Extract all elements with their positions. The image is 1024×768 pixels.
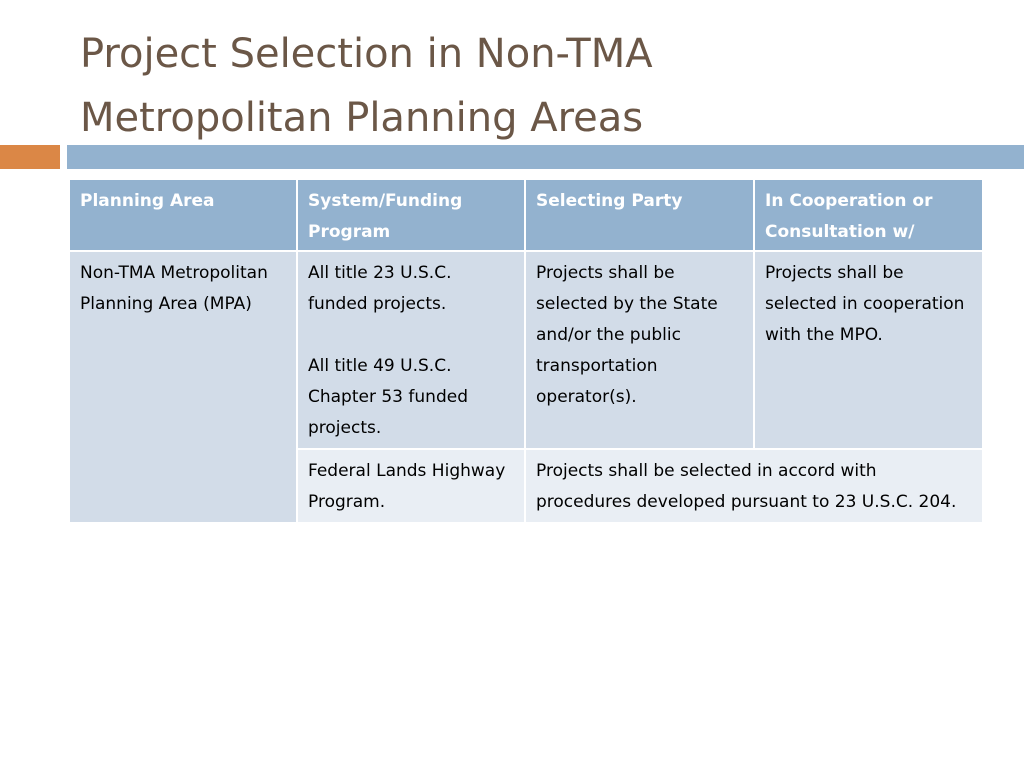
cell-program-federal-lands: Federal Lands Highway Program. [297,449,525,523]
slide-title [80,22,980,150]
title-line-1: Project Selection in Non-TMA [80,31,653,77]
program-title-49: All title 49 U.S.C. Chapter 53 funded projects. [308,356,468,438]
project-selection-table [68,178,984,524]
header-cooperation: In Cooperation or Consultation w/ [754,179,983,251]
accent-bar-blue [67,145,1024,169]
table-header-row [69,179,983,251]
table-row [69,251,983,449]
cell-planning-area: Non-TMA Metropolitan Planning Area (MPA) [69,251,297,523]
cell-cooperation: Projects shall be selected in cooperation with the MPO. [754,251,983,449]
header-selecting-party: Selecting Party [525,179,754,251]
cell-program [297,251,525,449]
accent-bar-orange [0,145,60,169]
cell-selecting-party: Projects shall be selected by the State and/or the public transportation operator(s). [525,251,754,449]
header-planning-area: Planning Area [69,179,297,251]
program-title-23: All title 23 U.S.C. funded projects. [308,263,452,314]
cell-selection-procedures: Projects shall be selected in accord with procedures developed pursuant to 23 U.S.C. 204. [525,449,983,523]
header-system-funding-program: System/Funding Program [297,179,525,251]
title-line-2: Metropolitan Planning Areas [80,95,644,141]
